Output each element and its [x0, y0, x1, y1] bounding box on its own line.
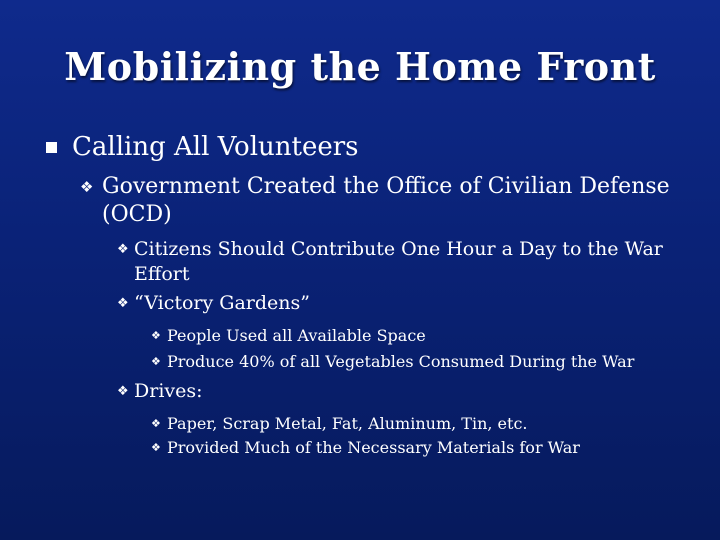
bullet-materials-war: Provided Much of the Necessary Materials for War [167, 438, 580, 457]
diamond-bullet-icon: ❖ [117, 242, 129, 257]
diamond-bullet-icon: ❖ [80, 178, 94, 196]
diamond-bullet-icon: ❖ [151, 355, 161, 368]
bullet-people-space: People Used all Available Space [167, 326, 426, 345]
diamond-bullet-icon: ❖ [151, 417, 161, 430]
diamond-bullet-icon: ❖ [151, 329, 161, 342]
bullet-drives: Drives: [134, 380, 203, 402]
square-bullet-icon [46, 142, 57, 153]
slide-title: Mobilizing the Home Front [64, 44, 656, 89]
bullet-citizens-hour: Citizens Should Contribute One Hour a Day to the War Effort [134, 238, 663, 285]
bullet-victory-gardens: “Victory Gardens” [134, 292, 310, 314]
bullet-paper-scrap: Paper, Scrap Metal, Fat, Aluminum, Tin, etc. [167, 414, 528, 433]
diamond-bullet-icon: ❖ [151, 441, 161, 454]
bullet-produce-40: Produce 40% of all Vegetables Consumed During the War [167, 352, 635, 371]
bullet-ocd: Government Created the Office of Civilian Defense (OCD) [102, 174, 670, 227]
diamond-bullet-icon: ❖ [117, 384, 129, 399]
bullet-calling-volunteers: Calling All Volunteers [72, 132, 359, 162]
diamond-bullet-icon: ❖ [117, 296, 129, 311]
